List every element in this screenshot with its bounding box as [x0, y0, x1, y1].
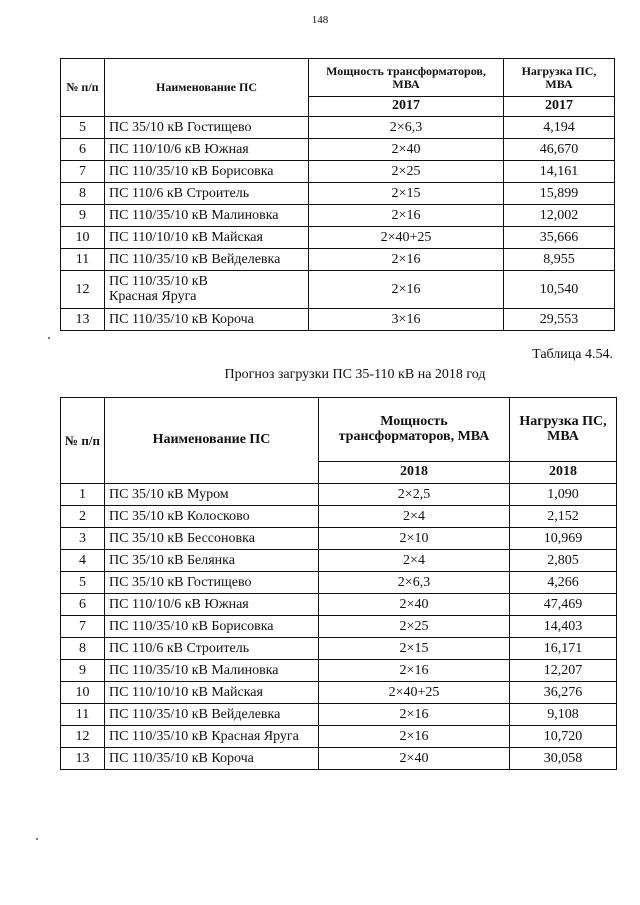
row-number: 7: [61, 616, 105, 638]
table-row: [61, 550, 617, 572]
substation-load: 1,090: [510, 484, 617, 506]
transformer-power: 2×4: [319, 550, 510, 572]
header-power-year: 2018: [319, 462, 510, 484]
row-number: 10: [61, 227, 105, 249]
page-number: 148: [311, 14, 329, 26]
substation-load: 35,666: [504, 227, 615, 249]
row-number: 5: [61, 572, 105, 594]
substation-load: 10,720: [510, 726, 617, 748]
row-number: 9: [61, 660, 105, 682]
table-row: [61, 227, 615, 249]
row-number: 11: [61, 704, 105, 726]
substation-name: ПС 110/35/10 кВ Красная Яруга: [105, 726, 319, 748]
substation-name: ПС 110/10/10 кВ Майская: [105, 227, 309, 249]
substation-load: 46,670: [504, 139, 615, 161]
transformer-power: 2×4: [319, 506, 510, 528]
header-power: Мощность трансформаторов, МВА: [319, 398, 510, 462]
scan-speck: [36, 838, 38, 840]
table-caption: Таблица 4.54.: [532, 347, 613, 362]
header-load-year: 2017: [504, 97, 615, 117]
table-row: [61, 682, 617, 704]
transformer-power: 2×16: [319, 660, 510, 682]
transformer-power: 2×16: [309, 205, 504, 227]
transformer-power: 2×40+25: [319, 682, 510, 704]
scan-speck: [48, 337, 50, 339]
substation-name: ПС 110/10/6 кВ Южная: [105, 139, 309, 161]
substation-load: 8,955: [504, 249, 615, 271]
substation-name: ПС 35/10 кВ Гостищево: [105, 117, 309, 139]
row-number: 12: [61, 271, 105, 309]
table-row: [61, 528, 617, 550]
table-row: [61, 726, 617, 748]
table-row: [61, 660, 617, 682]
header-load: Нагрузка ПС, МВА: [510, 398, 617, 462]
substation-name: ПС 110/35/10 кВ Борисовка: [105, 616, 319, 638]
row-number: 13: [61, 748, 105, 770]
substation-name: ПС 110/10/10 кВ Майская: [105, 682, 319, 704]
substation-load: 47,469: [510, 594, 617, 616]
header-load-year: 2018: [510, 462, 617, 484]
row-number: 13: [61, 309, 105, 331]
transformer-power: 2×15: [319, 638, 510, 660]
substation-load: 12,207: [510, 660, 617, 682]
table-row: [61, 205, 615, 227]
substation-load: 4,194: [504, 117, 615, 139]
table-row: [61, 271, 615, 309]
substation-name: ПС 35/10 кВ Бессоновка: [105, 528, 319, 550]
transformer-power: 2×16: [309, 271, 504, 309]
substation-name: ПС 110/35/10 кВ Малиновка: [105, 660, 319, 682]
substation-name: ПС 110/35/10 кВ Вейделевка: [105, 249, 309, 271]
row-number: 9: [61, 205, 105, 227]
table-row: [61, 704, 617, 726]
row-number: 7: [61, 161, 105, 183]
row-number: 4: [61, 550, 105, 572]
substation-name: ПС 110/35/10 кВ Малиновка: [105, 205, 309, 227]
substation-name: ПС 110/35/10 кВ Вейделевка: [105, 704, 319, 726]
transformer-power: 2×16: [309, 249, 504, 271]
row-number: 8: [61, 183, 105, 205]
substation-load: 2,152: [510, 506, 617, 528]
table-row: [61, 161, 615, 183]
transformer-power: 2×40+25: [309, 227, 504, 249]
substation-name: ПС 110/35/10 кВ Короча: [105, 309, 309, 331]
transformer-power: 2×16: [319, 726, 510, 748]
transformer-power: 2×40: [319, 748, 510, 770]
substation-load: 30,058: [510, 748, 617, 770]
row-number: 12: [61, 726, 105, 748]
header-power-year: 2017: [309, 97, 504, 117]
row-number: 6: [61, 594, 105, 616]
header-name: Наименование ПС: [105, 59, 309, 117]
substation-load: 36,276: [510, 682, 617, 704]
transformer-power: 3×16: [309, 309, 504, 331]
table-row: [61, 249, 615, 271]
table-row: [61, 748, 617, 770]
table-row: [61, 484, 617, 506]
table-row: [61, 309, 615, 331]
substation-load: 14,161: [504, 161, 615, 183]
header-load: Нагрузка ПС, МВА: [504, 59, 615, 97]
load-forecast-table-2018: [60, 397, 617, 770]
row-number: 2: [61, 506, 105, 528]
row-number: 11: [61, 249, 105, 271]
transformer-power: 2×25: [319, 616, 510, 638]
row-number: 6: [61, 139, 105, 161]
substation-load: 9,108: [510, 704, 617, 726]
substation-name: ПС 35/10 кВ Белянка: [105, 550, 319, 572]
substation-name: ПС 110/35/10 кВ Красная Яруга: [105, 271, 309, 309]
substation-load: 29,553: [504, 309, 615, 331]
substation-load: 14,403: [510, 616, 617, 638]
header-name: Наименование ПС: [105, 398, 319, 484]
header-power: Мощность трансформаторов, МВА: [309, 59, 504, 97]
substation-name: ПС 110/6 кВ Строитель: [105, 183, 309, 205]
table-row: [61, 506, 617, 528]
substation-name: ПС 35/10 кВ Муром: [105, 484, 319, 506]
row-number: 10: [61, 682, 105, 704]
transformer-power: 2×10: [319, 528, 510, 550]
transformer-power: 2×40: [309, 139, 504, 161]
transformer-power: 2×6,3: [319, 572, 510, 594]
substation-name: ПС 110/6 кВ Строитель: [105, 638, 319, 660]
transformer-power: 2×6,3: [309, 117, 504, 139]
transformer-power: 2×40: [319, 594, 510, 616]
substation-load: 10,540: [504, 271, 615, 309]
header-num: № п/п: [61, 398, 105, 484]
table-row: [61, 183, 615, 205]
row-number: 8: [61, 638, 105, 660]
substation-load: 2,805: [510, 550, 617, 572]
transformer-power: 2×16: [319, 704, 510, 726]
header-num: № п/п: [61, 59, 105, 117]
load-table-2017: [60, 58, 615, 331]
table-row: [61, 638, 617, 660]
substation-name: ПС 110/35/10 кВ Короча: [105, 748, 319, 770]
substation-name: ПС 110/35/10 кВ Борисовка: [105, 161, 309, 183]
substation-load: 12,002: [504, 205, 615, 227]
table-title: Прогноз загрузки ПС 35-110 кВ на 2018 год: [224, 367, 486, 382]
substation-name: ПС 35/10 кВ Колосково: [105, 506, 319, 528]
transformer-power: 2×25: [309, 161, 504, 183]
table-row: [61, 594, 617, 616]
substation-load: 10,969: [510, 528, 617, 550]
substation-load: 4,266: [510, 572, 617, 594]
transformer-power: 2×15: [309, 183, 504, 205]
row-number: 1: [61, 484, 105, 506]
row-number: 5: [61, 117, 105, 139]
table-row: [61, 572, 617, 594]
table-row: [61, 117, 615, 139]
substation-load: 16,171: [510, 638, 617, 660]
substation-name: ПС 35/10 кВ Гостищево: [105, 572, 319, 594]
table-row: [61, 616, 617, 638]
table-row: [61, 139, 615, 161]
substation-load: 15,899: [504, 183, 615, 205]
transformer-power: 2×2,5: [319, 484, 510, 506]
row-number: 3: [61, 528, 105, 550]
substation-name: ПС 110/10/6 кВ Южная: [105, 594, 319, 616]
